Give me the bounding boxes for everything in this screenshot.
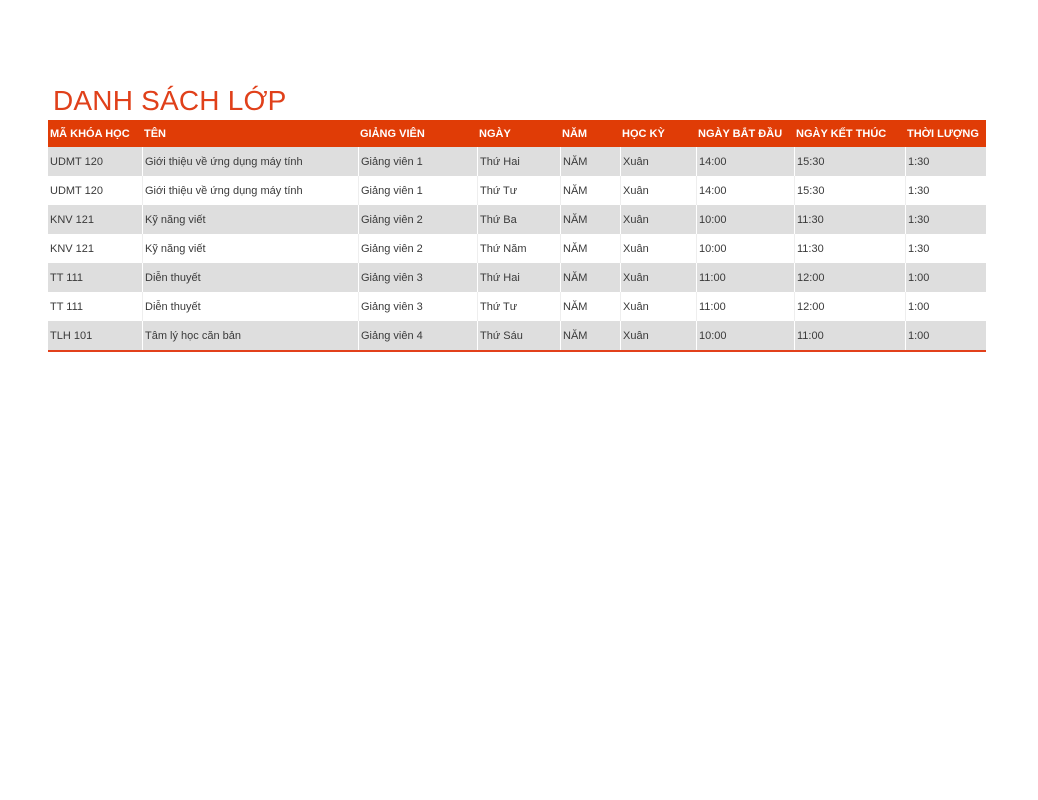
table-row	[48, 263, 986, 292]
cell-start-time[interactable]: 14:00	[696, 147, 794, 176]
cell-start-time[interactable]: 10:00	[696, 234, 794, 263]
cell-day[interactable]: Thứ Hai	[477, 147, 560, 176]
cell-instructor[interactable]: Giảng viên 2	[358, 205, 477, 234]
cell-term[interactable]: Xuân	[620, 292, 696, 321]
header-year[interactable]: NĂM	[560, 120, 620, 147]
page-title: DANH SÁCH LỚP	[53, 85, 287, 116]
cell-start-time[interactable]: 11:00	[696, 292, 794, 321]
cell-term[interactable]: Xuân	[620, 205, 696, 234]
cell-name[interactable]: Giới thiệu về ứng dụng máy tính	[142, 176, 358, 205]
cell-duration[interactable]: 1:30	[905, 234, 986, 263]
cell-end-time[interactable]: 11:00	[794, 321, 905, 350]
cell-year[interactable]: NĂM	[560, 147, 620, 176]
cell-duration[interactable]: 1:30	[905, 147, 986, 176]
cell-year[interactable]: NĂM	[560, 234, 620, 263]
class-list-table	[48, 120, 986, 352]
cell-instructor[interactable]: Giảng viên 1	[358, 147, 477, 176]
cell-year[interactable]: NĂM	[560, 321, 620, 350]
cell-start-time[interactable]: 10:00	[696, 321, 794, 350]
cell-year[interactable]: NĂM	[560, 205, 620, 234]
cell-year[interactable]: NĂM	[560, 176, 620, 205]
cell-name[interactable]: Kỹ năng viết	[142, 234, 358, 263]
cell-end-time[interactable]: 15:30	[794, 176, 905, 205]
table-row	[48, 234, 986, 263]
cell-start-time[interactable]: 10:00	[696, 205, 794, 234]
cell-duration[interactable]: 1:00	[905, 292, 986, 321]
table-row	[48, 205, 986, 234]
cell-name[interactable]: Diễn thuyết	[142, 263, 358, 292]
cell-end-time[interactable]: 11:30	[794, 234, 905, 263]
cell-day[interactable]: Thứ Tư	[477, 176, 560, 205]
cell-year[interactable]: NĂM	[560, 263, 620, 292]
cell-course-code[interactable]: KNV 121	[48, 234, 142, 263]
cell-instructor[interactable]: Giảng viên 3	[358, 292, 477, 321]
cell-course-code[interactable]: UDMT 120	[48, 176, 142, 205]
cell-term[interactable]: Xuân	[620, 321, 696, 350]
header-day[interactable]: NGÀY	[477, 120, 560, 147]
cell-start-time[interactable]: 11:00	[696, 263, 794, 292]
header-end-time[interactable]: NGÀY KẾT THÚC	[794, 120, 905, 147]
cell-instructor[interactable]: Giảng viên 2	[358, 234, 477, 263]
cell-course-code[interactable]: TT 111	[48, 292, 142, 321]
cell-name[interactable]: Tâm lý học căn bản	[142, 321, 358, 350]
cell-day[interactable]: Thứ Năm	[477, 234, 560, 263]
table-row	[48, 321, 986, 350]
cell-instructor[interactable]: Giảng viên 1	[358, 176, 477, 205]
table-body	[48, 147, 986, 350]
cell-instructor[interactable]: Giảng viên 4	[358, 321, 477, 350]
table-row	[48, 176, 986, 205]
cell-term[interactable]: Xuân	[620, 263, 696, 292]
cell-day[interactable]: Thứ Hai	[477, 263, 560, 292]
table-row	[48, 147, 986, 176]
cell-duration[interactable]: 1:00	[905, 321, 986, 350]
header-start-time[interactable]: NGÀY BẮT ĐẦU	[696, 120, 794, 147]
table-header-row	[48, 120, 986, 147]
class-list-sheet	[48, 84, 986, 352]
cell-day[interactable]: Thứ Ba	[477, 205, 560, 234]
cell-name[interactable]: Kỹ năng viết	[142, 205, 358, 234]
header-name[interactable]: TÊN	[142, 120, 358, 147]
table-row	[48, 292, 986, 321]
cell-day[interactable]: Thứ Sáu	[477, 321, 560, 350]
cell-end-time[interactable]: 12:00	[794, 263, 905, 292]
header-term[interactable]: HỌC KỲ	[620, 120, 696, 147]
cell-name[interactable]: Diễn thuyết	[142, 292, 358, 321]
cell-course-code[interactable]: KNV 121	[48, 205, 142, 234]
cell-course-code[interactable]: TT 111	[48, 263, 142, 292]
cell-term[interactable]: Xuân	[620, 176, 696, 205]
cell-course-code[interactable]: TLH 101	[48, 321, 142, 350]
header-instructor[interactable]: GIẢNG VIÊN	[358, 120, 477, 147]
cell-day[interactable]: Thứ Tư	[477, 292, 560, 321]
cell-start-time[interactable]: 14:00	[696, 176, 794, 205]
cell-term[interactable]: Xuân	[620, 234, 696, 263]
header-course-code[interactable]: MÃ KHÓA HỌC	[48, 120, 142, 147]
cell-year[interactable]: NĂM	[560, 292, 620, 321]
cell-end-time[interactable]: 11:30	[794, 205, 905, 234]
cell-duration[interactable]: 1:30	[905, 205, 986, 234]
cell-instructor[interactable]: Giảng viên 3	[358, 263, 477, 292]
header-duration[interactable]: THỜI LƯỢNG	[905, 120, 986, 147]
cell-name[interactable]: Giới thiệu về ứng dụng máy tính	[142, 147, 358, 176]
cell-duration[interactable]: 1:30	[905, 176, 986, 205]
cell-term[interactable]: Xuân	[620, 147, 696, 176]
cell-end-time[interactable]: 15:30	[794, 147, 905, 176]
cell-course-code[interactable]: UDMT 120	[48, 147, 142, 176]
cell-duration[interactable]: 1:00	[905, 263, 986, 292]
cell-end-time[interactable]: 12:00	[794, 292, 905, 321]
